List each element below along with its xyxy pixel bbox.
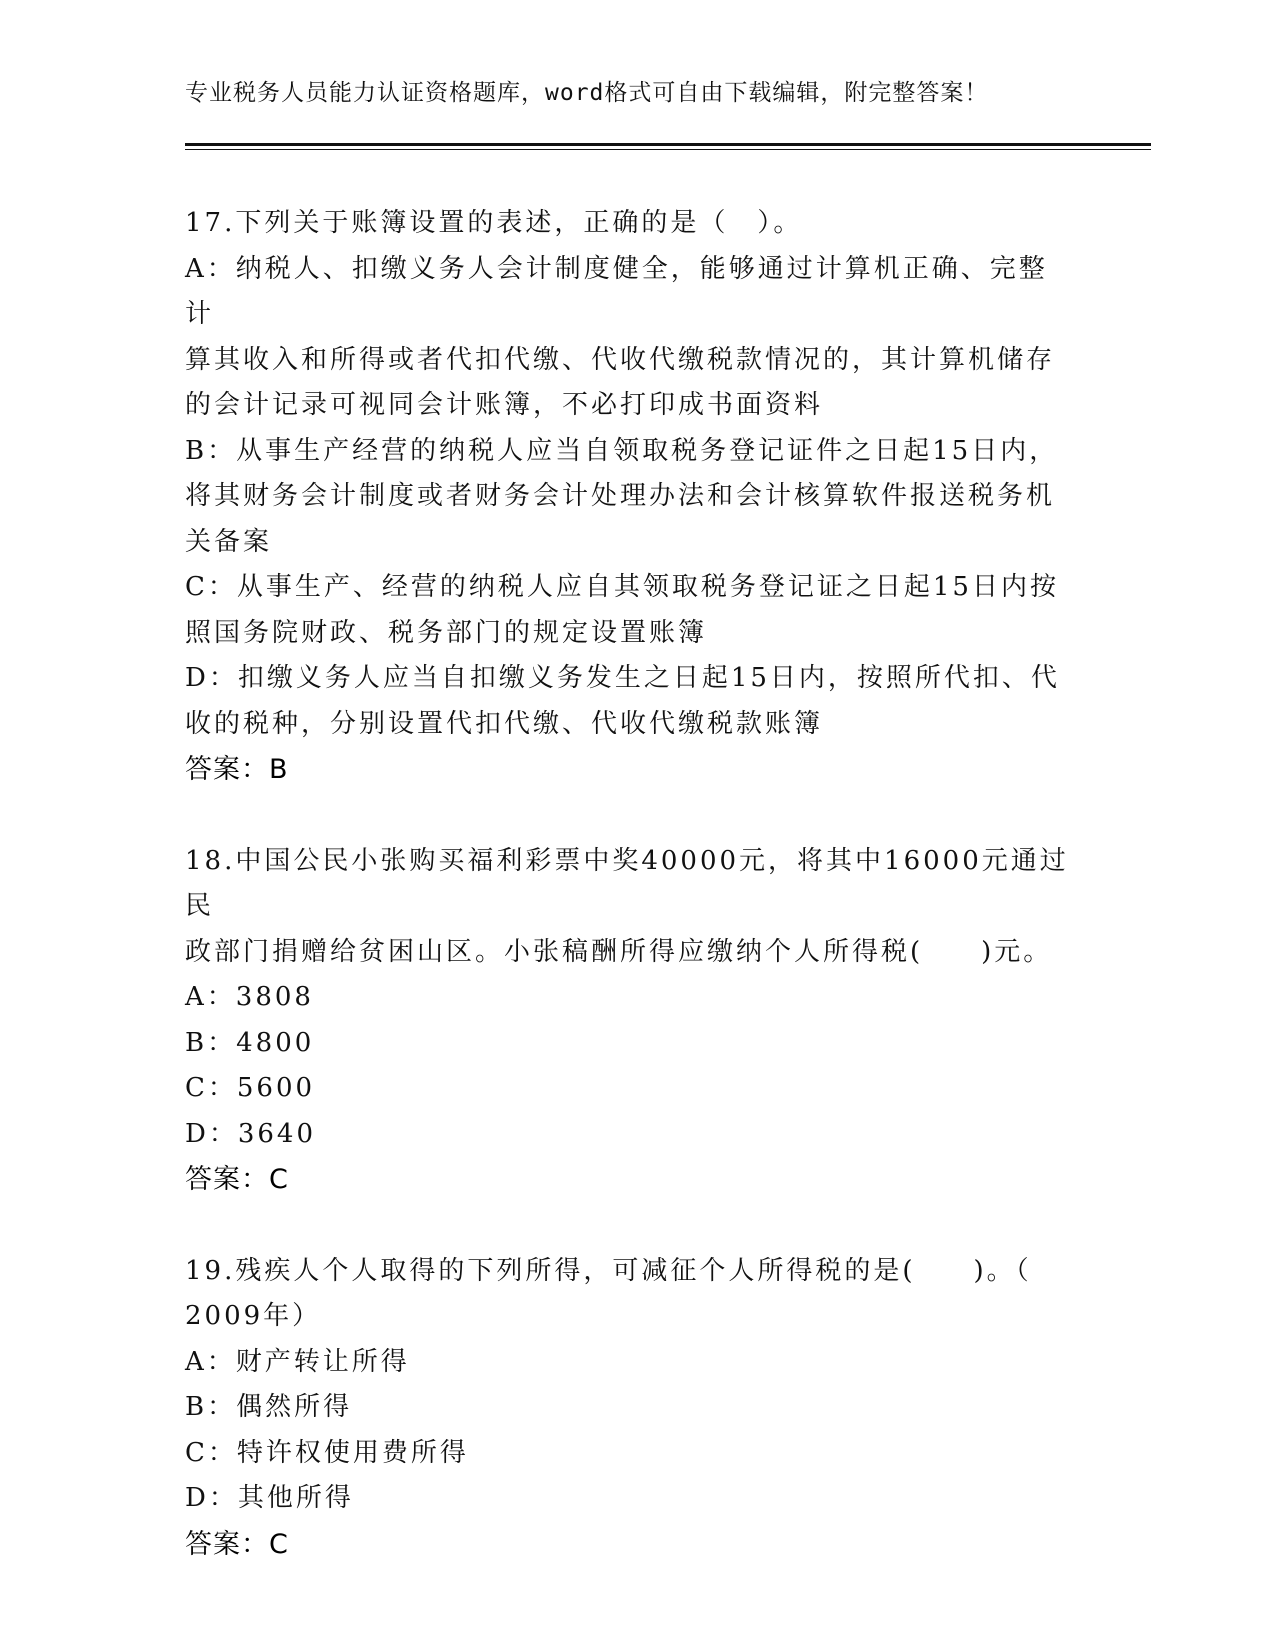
header-rule-thick bbox=[185, 143, 1151, 146]
option-b-cont: 将其财务会计制度或者财务会计处理办法和会计核算软件报送税务机 bbox=[185, 481, 1056, 511]
option-c: C：5600 bbox=[185, 1073, 316, 1103]
question-stem-cont: 政部门捐赠给贫困山区。小张稿酬所得应缴纳个人所得税( )元。 bbox=[185, 936, 1053, 967]
option-d: D：3640 bbox=[185, 1118, 317, 1149]
question-stem: 19.残疾人个人取得的下列所得，可减征个人所得税的是( )。（ bbox=[185, 1255, 1032, 1286]
option-b-cont: 关备案 bbox=[185, 526, 273, 557]
option-a: A：财产转让所得 bbox=[185, 1346, 410, 1377]
header-rule-thin bbox=[185, 149, 1151, 150]
option-a: A：3808 bbox=[185, 982, 314, 1012]
answer-text: 答案：B bbox=[185, 754, 289, 785]
option-a-cont: 算其收入和所得或者代扣代缴、代收代缴税款情况的，其计算机储存 bbox=[185, 344, 1056, 375]
option-c: C：特许权使用费所得 bbox=[185, 1437, 469, 1468]
question-17 bbox=[185, 201, 1075, 793]
option-a-cont: 的会计记录可视同会计账簿，不必打印成书面资料 bbox=[185, 390, 824, 420]
question-stem-cont: 2009年） bbox=[185, 1301, 322, 1331]
option-c: C：从事生产、经营的纳税人应自其领取税务登记证之日起15日内按 bbox=[185, 572, 1059, 602]
option-b: B：从事生产经营的纳税人应当自领取税务登记证件之日起15日内， bbox=[185, 435, 1059, 466]
option-d: D：扣缴义务人应当自扣缴义务发生之日起15日内，按照所代扣、代 bbox=[185, 663, 1060, 693]
question-18 bbox=[185, 839, 1075, 1203]
option-b: B：偶然所得 bbox=[185, 1392, 353, 1422]
option-d-cont: 收的税种，分别设置代扣代缴、代收代缴税款账簿 bbox=[185, 708, 824, 739]
question-stem: 18.中国公民小张购买福利彩票中奖40000元，将其中16000元通过民 bbox=[185, 845, 1069, 921]
option-d: D：其他所得 bbox=[185, 1483, 354, 1513]
option-b: B：4800 bbox=[185, 1027, 315, 1058]
question-19 bbox=[185, 1249, 1075, 1568]
question-stem: 17.下列关于账簿设置的表述，正确的是（ ）。 bbox=[185, 208, 803, 238]
option-a: A：纳税人、扣缴义务人会计制度健全，能够通过计算机正确、完整计 bbox=[185, 253, 1048, 329]
page-header-title: 专业税务人员能力认证资格题库，word格式可自由下载编辑，附完整答案！ bbox=[185, 80, 989, 106]
answer-text: 答案：C bbox=[185, 1528, 289, 1560]
answer-text: 答案：C bbox=[185, 1164, 289, 1195]
question-list bbox=[185, 201, 1075, 1567]
option-c-cont: 照国务院财政、税务部门的规定设置账簿 bbox=[185, 617, 708, 648]
